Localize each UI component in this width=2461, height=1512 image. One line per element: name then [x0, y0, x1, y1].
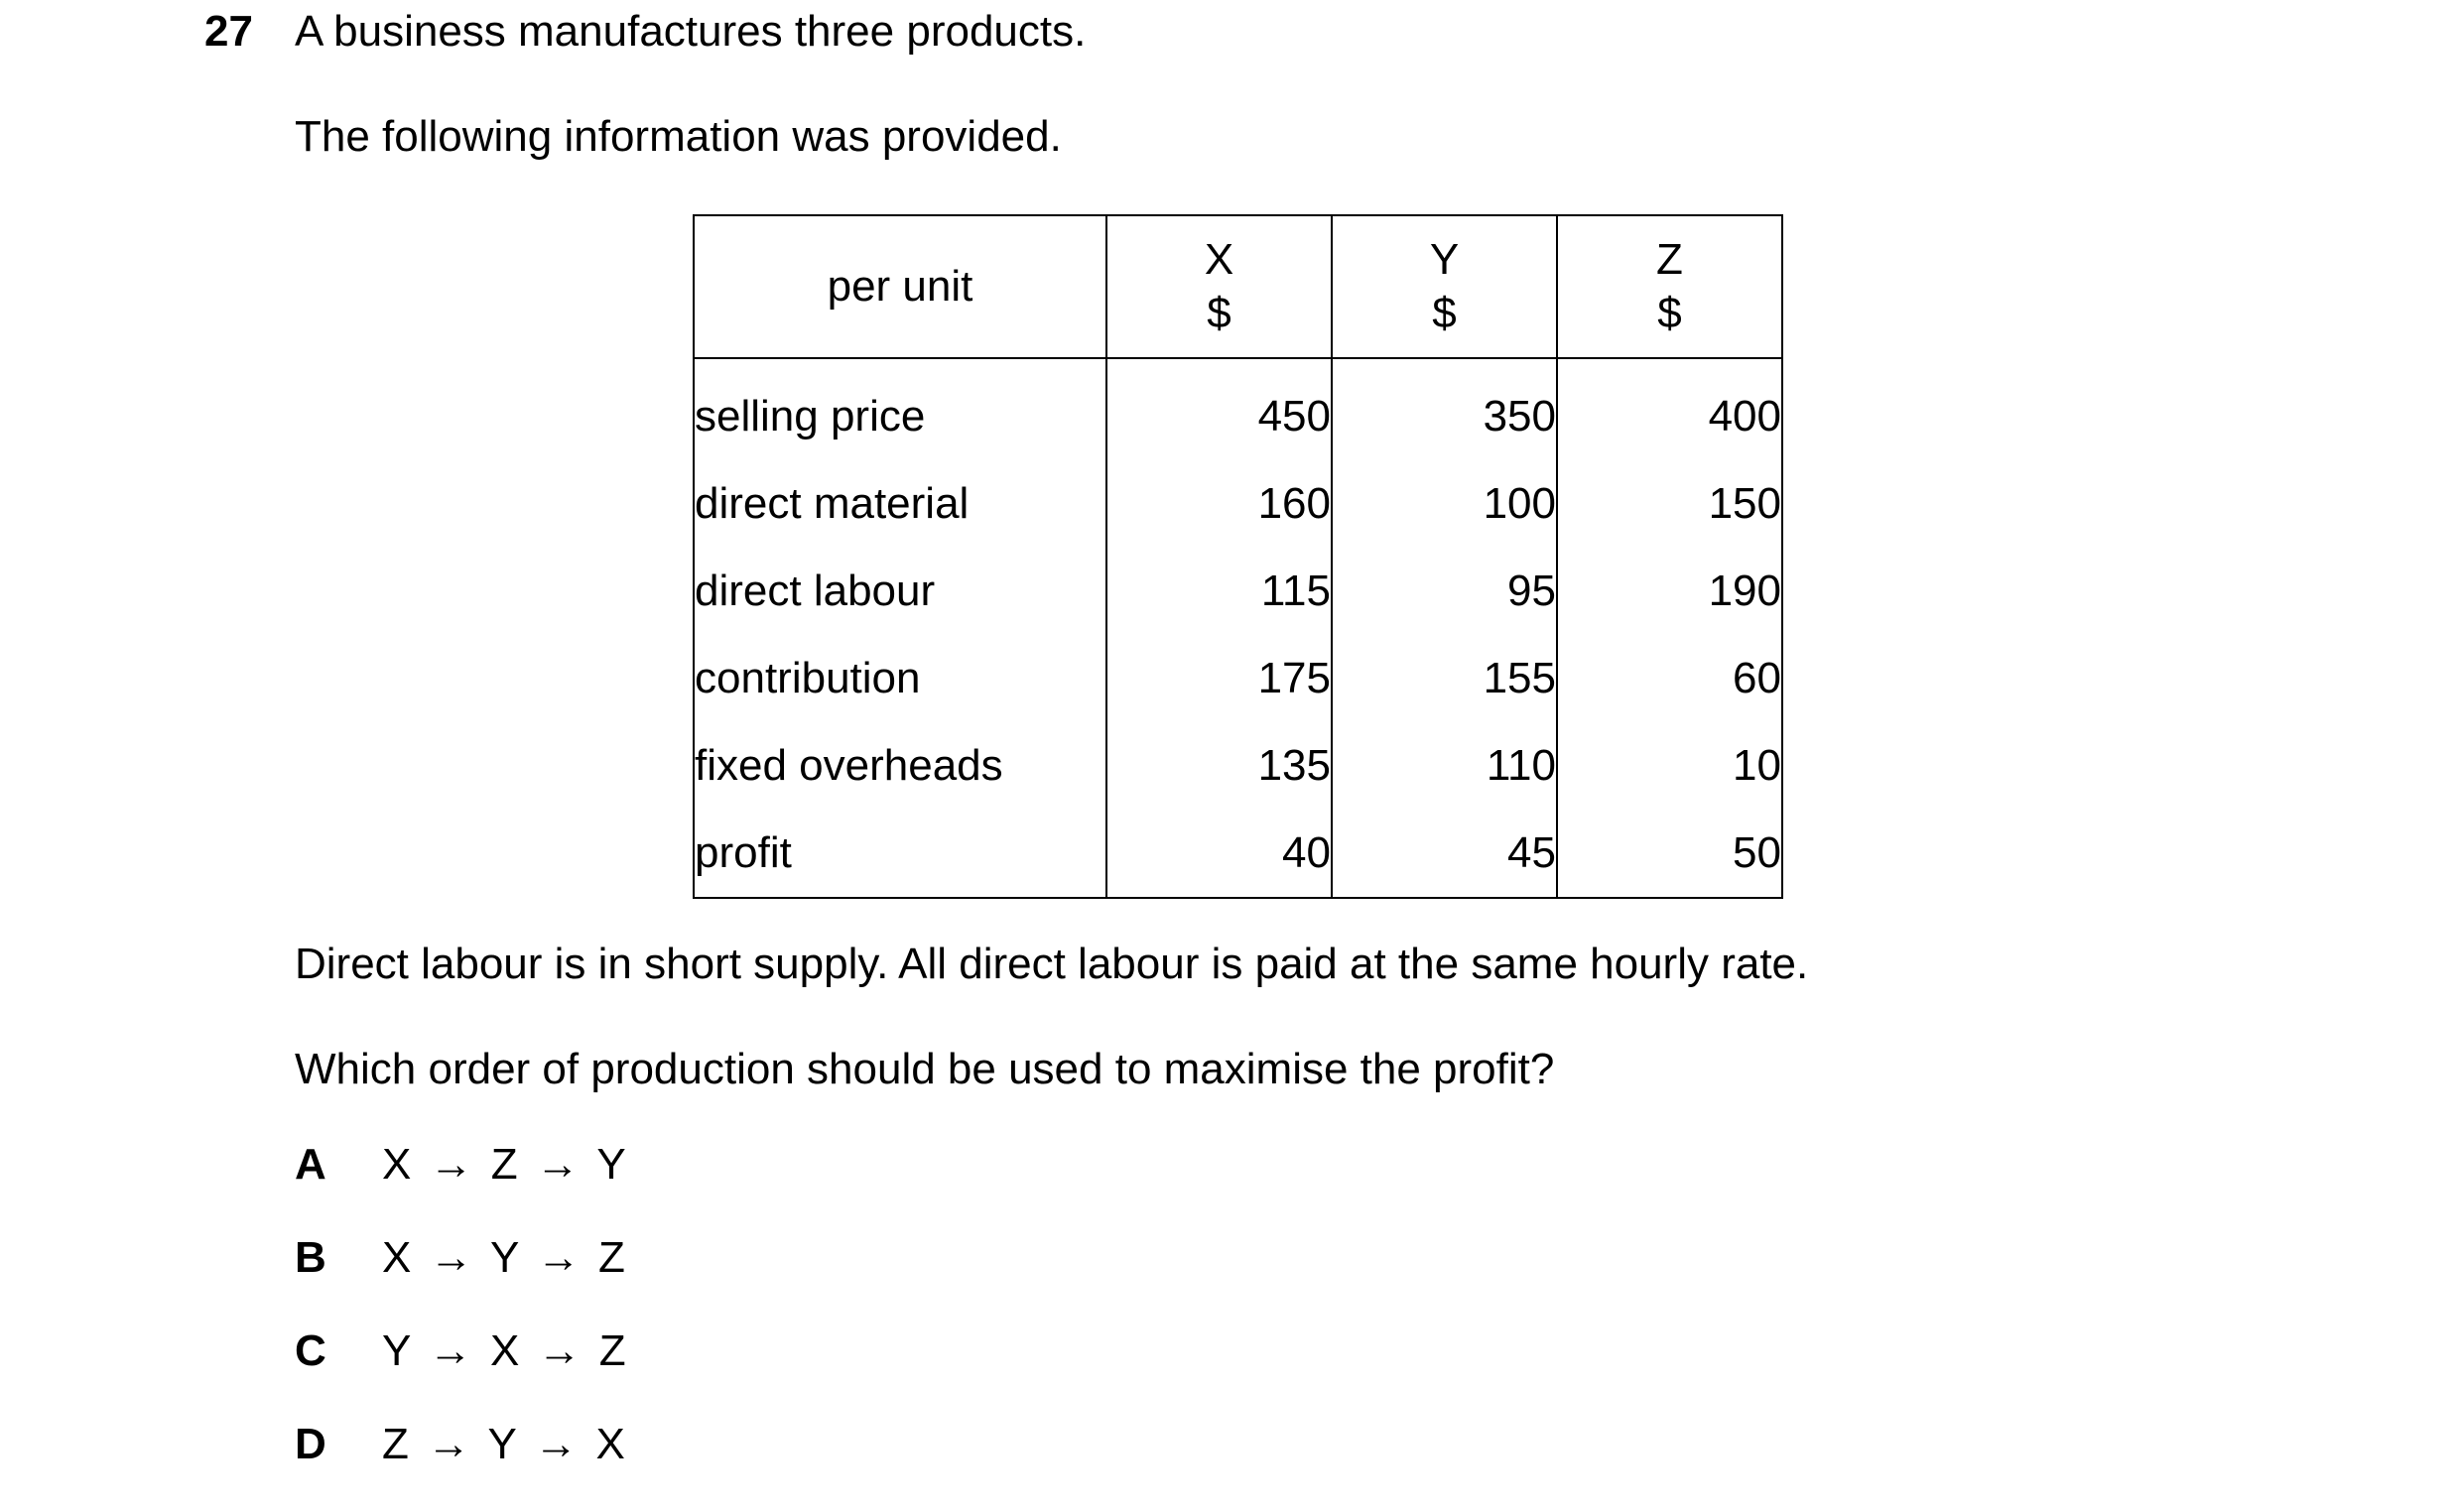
table-cell: 135 [1257, 741, 1331, 790]
table-cell: 100 [1483, 479, 1556, 528]
table-cell: 95 [1507, 567, 1556, 615]
table-cell: 155 [1483, 654, 1556, 702]
table-cell: 110 [1486, 741, 1556, 790]
option-letter: A [295, 1140, 326, 1189]
table-cell: 40 [1282, 828, 1331, 877]
header-product-name: Z [1656, 235, 1683, 284]
table-cell: 115 [1260, 567, 1331, 615]
option-letter: C [295, 1326, 326, 1375]
table-cell: 10 [1733, 741, 1781, 790]
table-row [694, 358, 1782, 460]
table-cell: 400 [1708, 392, 1781, 441]
information-text: The following information was provided. [295, 112, 1062, 161]
option-sequence: Z → Y → X [382, 1420, 625, 1468]
table-header-row [694, 215, 1782, 358]
option-sequence: X → Z → Y [382, 1140, 626, 1189]
header-per-unit: per unit [694, 215, 1106, 358]
row-label: direct labour [694, 548, 1106, 635]
table-cell: 350 [1483, 392, 1556, 441]
header-unit: $ [1432, 289, 1457, 337]
labour-note: Direct labour is in short supply. All direct labour is paid at the same hourly rate. [295, 940, 1809, 988]
option-letter: B [295, 1233, 326, 1282]
header-unit: $ [1207, 289, 1231, 337]
table-cell: 150 [1708, 479, 1781, 528]
question-intro: A business manufactures three products. [295, 7, 1087, 56]
table-row [694, 548, 1782, 635]
header-product-y [1332, 215, 1557, 358]
table-cell: 450 [1257, 392, 1331, 441]
table-cell: 45 [1507, 828, 1556, 877]
header-product-x [1106, 215, 1332, 358]
table-row [694, 460, 1782, 548]
table-cell: 190 [1708, 567, 1781, 615]
table-row [694, 722, 1782, 810]
option-sequence: X → Y → Z [382, 1233, 625, 1282]
row-label: selling price [694, 358, 1106, 460]
row-label: fixed overheads [694, 722, 1106, 810]
option-sequence: Y → X → Z [382, 1326, 626, 1375]
table-row [694, 635, 1782, 722]
product-cost-table [693, 214, 1783, 899]
option-b[interactable] [295, 1232, 626, 1325]
option-c[interactable] [295, 1325, 626, 1419]
table-row [694, 810, 1782, 898]
header-product-name: Y [1429, 235, 1460, 284]
option-a[interactable] [295, 1139, 626, 1232]
option-d[interactable] [295, 1419, 626, 1512]
row-label: direct material [694, 460, 1106, 548]
header-product-name: X [1204, 235, 1234, 284]
table-cell: 175 [1257, 654, 1331, 702]
question-number: 27 [204, 7, 253, 56]
row-label: profit [694, 810, 1106, 898]
table-cell: 50 [1733, 828, 1781, 877]
table-cell: 60 [1733, 654, 1781, 702]
header-product-z [1557, 215, 1782, 358]
option-letter: D [295, 1420, 326, 1468]
question-prompt: Which order of production should be used to maximise the profit? [295, 1045, 1555, 1093]
table-cell: 160 [1257, 479, 1331, 528]
row-label: contribution [694, 635, 1106, 722]
header-unit: $ [1657, 289, 1682, 337]
answer-options [295, 1139, 626, 1512]
